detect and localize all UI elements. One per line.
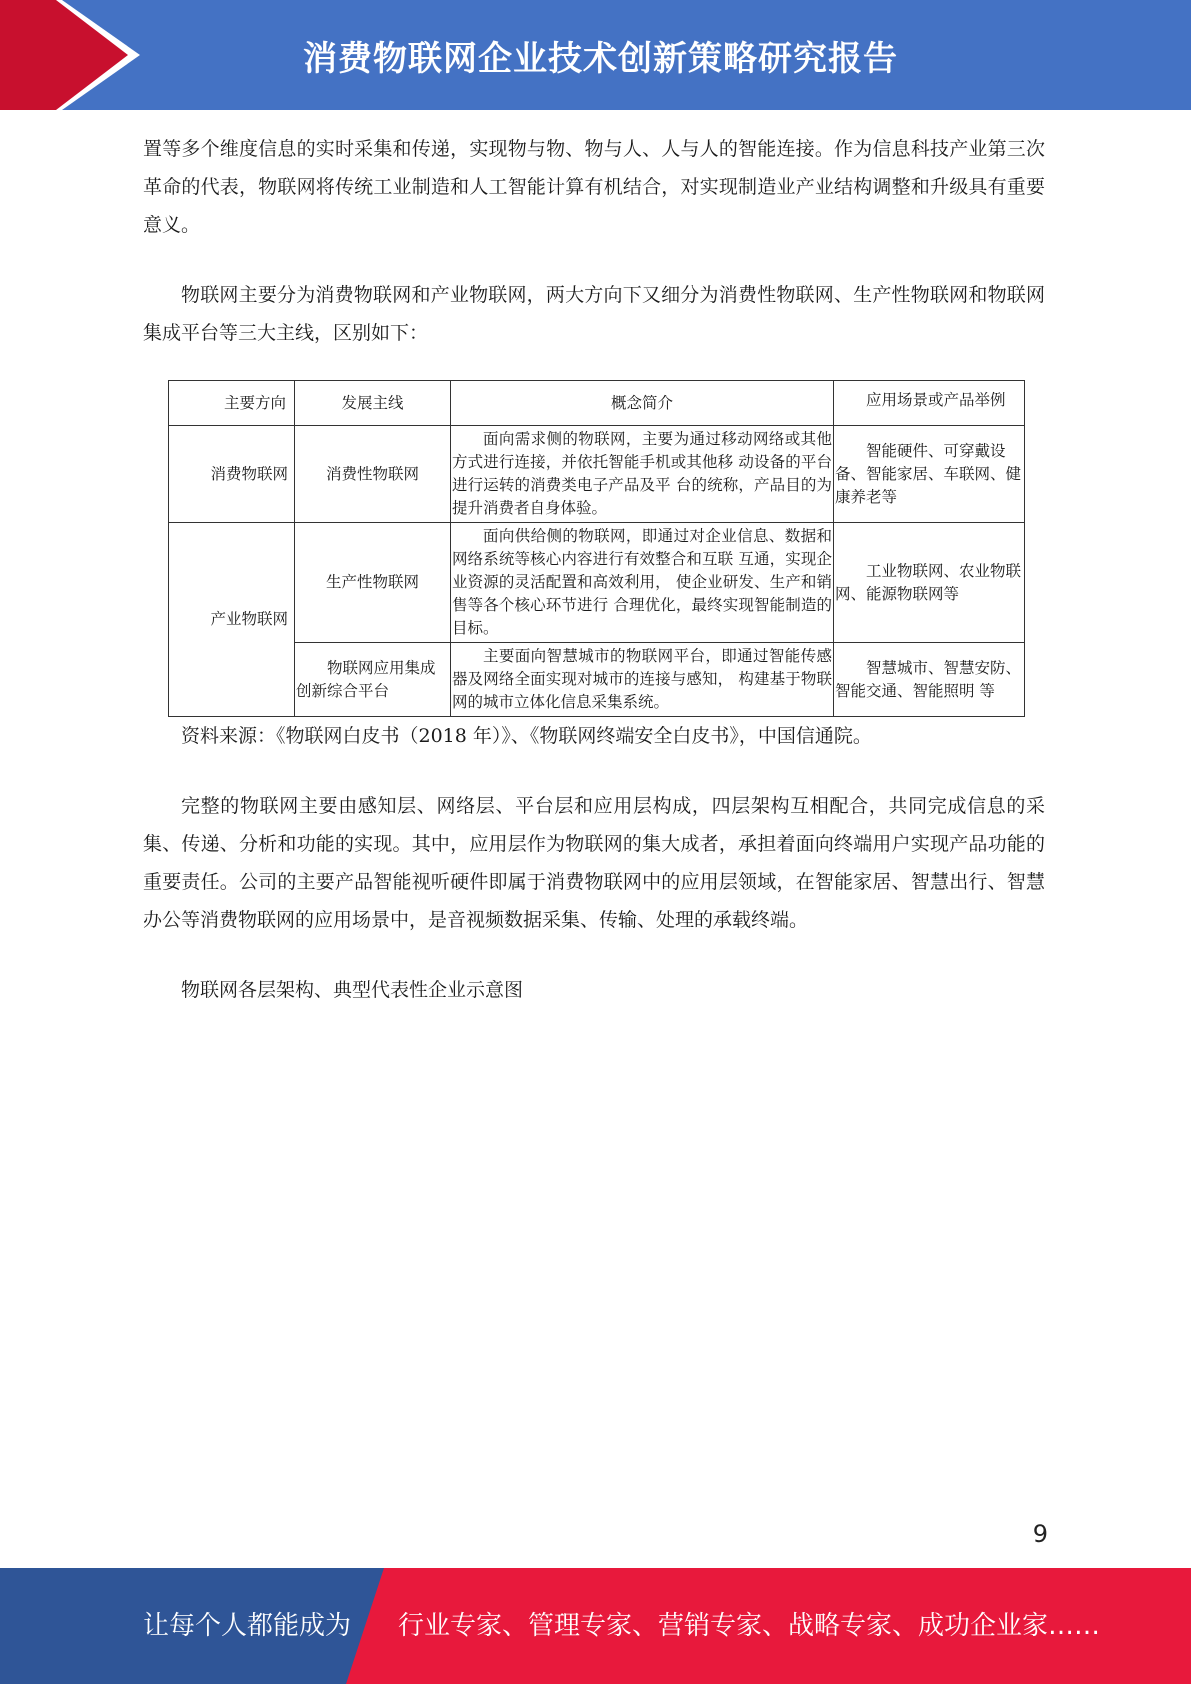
header-direction: 主要方向 bbox=[169, 381, 295, 426]
cell-desc: 面向供给侧的物联网，即通过对企业信息、数据和网络系统等核心内容进行有效整合和互联 互通，实现企业资源的灵活配置和高效利用， 使企业研发、生产和销售等各个核心环节进行 合理优化，最终实现智能制造的目标。 bbox=[451, 523, 834, 643]
cell-desc: 主要面向智慧城市的物联网平台，即通过智能传感器及网络全面实现对城市的连接与感知， 构建基于物联网的城市立体化信息采集系统。 bbox=[451, 643, 834, 717]
cell-app: 工业物联网、农业物联网、能源物联网等 bbox=[834, 523, 1025, 643]
cell-direction: 消费物联网 bbox=[169, 426, 295, 523]
source-note: 资料来源：《物联网白皮书（2018 年）》、《物联网终端安全白皮书》，中国信通院。 bbox=[181, 725, 872, 747]
header-application bbox=[834, 381, 1025, 426]
table-row bbox=[169, 643, 1025, 717]
footer-slogan-left: 让每个人都能成为 bbox=[143, 1611, 352, 1641]
header-line: 发展主线 bbox=[295, 381, 451, 426]
main-content bbox=[143, 130, 1045, 1009]
iot-comparison-table bbox=[168, 380, 1025, 717]
cell-app: 智能硬件、可穿戴设备、智能家居、车联网、健康养老等 bbox=[834, 426, 1025, 523]
footer-slogan-right: 行业专家、管理专家、营销专家、战略专家、成功企业家…… bbox=[398, 1611, 1101, 1641]
cell-line: 消费性物联网 bbox=[295, 426, 451, 523]
header-application-text: 应用场景或产品举例 bbox=[866, 391, 1006, 409]
page-footer bbox=[0, 1568, 1191, 1684]
header-concept: 概念简介 bbox=[451, 381, 834, 426]
cell-line: 生产性物联网 bbox=[295, 523, 451, 643]
table-row bbox=[169, 523, 1025, 643]
comparison-table-wrapper bbox=[168, 380, 1045, 717]
report-title: 消费物联网企业技术创新策略研究报告 bbox=[303, 38, 898, 79]
cell-desc: 面向需求侧的物联网，主要为通过移动网络或其他方式进行连接，并依托智能手机或其他移 动设备的平台进行运转的消费类电子产品及平 台的统称，产品目的为提升消费者自身体验。 bbox=[451, 426, 834, 523]
table-row bbox=[169, 426, 1025, 523]
paragraph-architecture: 完整的物联网主要由感知层、网络层、平台层和应用层构成，四层架构互相配合，共同完成信息的采集、传递、分析和功能的实现。其中，应用层作为物联网的集大成者，承担着面向终端用户实现产品功能的重要责任。公司的主要产品智能视听硬件即属于消费物联网中的应用层领域，在智能家居、智慧出行、智慧办公等消费物联网的应用场景中，是音视频数据采集、传输、处理的承载终端。 bbox=[143, 795, 1045, 931]
table-header-row bbox=[169, 381, 1025, 426]
paragraph-continuation: 置等多个维度信息的实时采集和传递，实现物与物、物与人、人与人的智能连接。作为信息科技产业第三次革命的代表，物联网将传统工业制造和人工智能计算有机结合，对实现制造业产业结构调整和升级具有重要意义。 bbox=[143, 138, 1045, 236]
page-number: 9 bbox=[1032, 1520, 1048, 1548]
page-header bbox=[0, 0, 1191, 110]
header-chevron-decoration bbox=[0, 0, 160, 110]
figure-caption: 物联网各层架构、典型代表性企业示意图 bbox=[181, 979, 524, 1001]
cell-line: 物联网应用集成创新综合平台 bbox=[295, 643, 451, 717]
cell-app: 智慧城市、智慧安防、 智能交通、智能照明 等 bbox=[834, 643, 1025, 717]
cell-direction: 产业物联网 bbox=[169, 523, 295, 717]
paragraph-iot-types: 物联网主要分为消费物联网和产业物联网，两大方向下又细分为消费性物联网、生产性物联网和物联网集成平台等三大主线，区别如下： bbox=[143, 284, 1045, 344]
